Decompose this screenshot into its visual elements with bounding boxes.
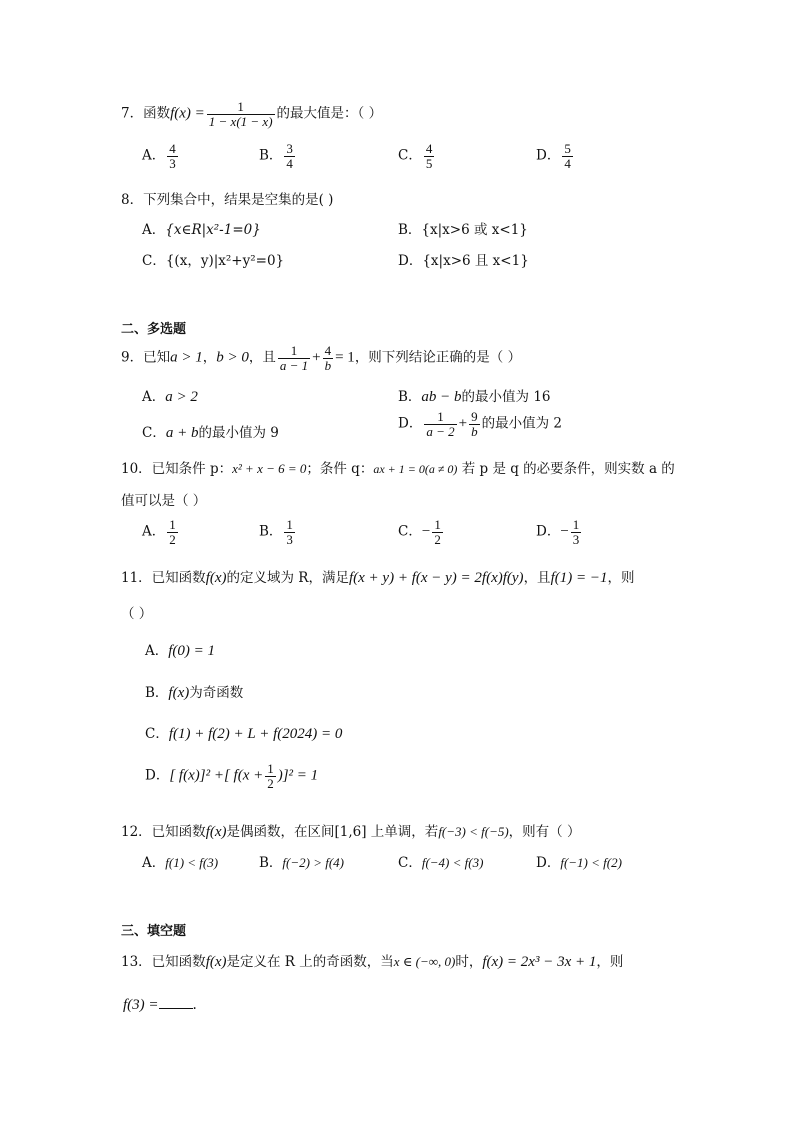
- q9-eq: = 1: [335, 349, 355, 366]
- q10-stem: [121, 457, 675, 477]
- frac-num: 1: [286, 517, 293, 532]
- option-label: D．: [536, 855, 561, 871]
- option-math: f(x): [168, 685, 190, 701]
- q11-d-frac: [265, 762, 276, 790]
- frac-num: 4: [324, 343, 332, 358]
- q13-fx: f(x): [205, 954, 227, 970]
- q13-cond: x ∈ (−∞, 0): [393, 954, 456, 969]
- q9-d-frac2: [469, 410, 480, 438]
- q10-option-d[interactable]: [536, 518, 583, 546]
- q8-option-a[interactable]: [142, 218, 261, 238]
- option-label: D．: [536, 523, 561, 540]
- option-label: D．: [145, 767, 170, 784]
- frac-den: 4: [286, 155, 293, 171]
- q13-answer-end: .: [192, 997, 197, 1013]
- frac-num: 1: [437, 409, 444, 424]
- q9-option-b[interactable]: [398, 385, 551, 406]
- q13-mid: 是定义在 R 上的奇函数，当: [226, 954, 394, 970]
- frac-den: 5: [425, 155, 433, 171]
- option-math: ab − b: [421, 389, 462, 405]
- option-math-left: [ f(x)]² +: [169, 767, 224, 784]
- frac-den: 4: [564, 155, 571, 171]
- option-math-open: [ f(x +: [223, 767, 264, 784]
- q13-lead: 13．已知函数: [121, 954, 206, 970]
- q9-plus: +: [312, 349, 321, 366]
- q10-p: x² + x − 6 = 0: [232, 461, 307, 476]
- option-math: f(−1) < f(2): [560, 855, 622, 870]
- q10-q: ax + 1 = 0(a ≠ 0): [373, 462, 458, 476]
- q11-fx: f(x): [205, 570, 227, 586]
- frac-den: 3: [169, 155, 176, 171]
- frac-num: 1: [572, 517, 580, 532]
- frac-num: 4: [425, 141, 433, 156]
- q12-cond: f(−3) < f(−5): [438, 824, 509, 839]
- q9-d-plus: +: [458, 415, 468, 432]
- q11-stem: [121, 566, 634, 587]
- option-math: f(1) < f(3): [165, 855, 219, 870]
- q11-option-d[interactable]: [145, 762, 318, 790]
- q7-b-frac: [284, 142, 295, 170]
- q10-c-frac: [432, 518, 443, 546]
- option-label: C．: [398, 855, 422, 871]
- option-label: A．: [142, 523, 166, 540]
- q8-stem: 8．下列集合中，结果是空集的是( ): [121, 192, 334, 208]
- option-label: B．: [259, 147, 283, 164]
- q8-option-d[interactable]: [398, 249, 529, 269]
- q8-option-b[interactable]: [398, 218, 528, 238]
- option-text: {x|x>6 或 x<1}: [421, 222, 528, 238]
- q12-option-a[interactable]: [142, 851, 218, 871]
- q7-frac-num: 1: [237, 99, 244, 114]
- option-text: 为奇函数: [189, 685, 244, 701]
- frac-num: 1: [434, 517, 441, 532]
- q13-tail: ，则: [596, 954, 624, 970]
- frac-den: 2: [169, 531, 176, 547]
- q9-d-frac1: [424, 410, 456, 438]
- q11-tail: ，则: [607, 570, 635, 586]
- q7-option-d[interactable]: [536, 142, 575, 170]
- option-text: {(x，y)|x²+y²=0}: [165, 253, 285, 269]
- option-label: B．: [259, 855, 283, 871]
- q11-option-a[interactable]: [145, 639, 215, 660]
- q9-option-c[interactable]: [142, 421, 279, 442]
- frac-den: 3: [572, 531, 580, 547]
- option-sign: −: [560, 523, 569, 540]
- q7-frac-den: 1 − x(1 − x): [208, 113, 273, 129]
- q9-tail: ，则下列结论正确的是（ ）: [354, 349, 522, 366]
- q9-option-d[interactable]: [398, 410, 562, 438]
- frac-num: 1: [267, 761, 274, 776]
- frac-den: a − 1: [279, 357, 309, 373]
- q10-lead: 10．已知条件 p：: [121, 461, 233, 477]
- option-math: f(−2) > f(4): [282, 855, 345, 870]
- q11-option-c[interactable]: [145, 722, 342, 743]
- option-label: A．: [142, 147, 166, 164]
- frac-num: 1: [169, 517, 176, 532]
- frac-num: 3: [286, 141, 293, 156]
- q11-stem-line2: （ ）: [121, 606, 153, 622]
- q10-d-frac: [571, 518, 582, 546]
- option-label: B．: [259, 523, 283, 540]
- q11-option-b[interactable]: [145, 681, 243, 702]
- q13-answer-lhs: f(3) =: [123, 997, 159, 1013]
- section-heading-multi: 二、多选题: [121, 322, 187, 337]
- q9-option-a[interactable]: [142, 385, 198, 406]
- q11-mid2: ，且: [523, 570, 551, 586]
- q10-tail: 若 p 是 q 的必要条件，则实数 a 的: [457, 461, 675, 477]
- option-math: f(0) = 1: [168, 643, 216, 659]
- q10-option-c[interactable]: [398, 518, 445, 546]
- option-label: A．: [142, 389, 166, 405]
- q9-stem: [121, 344, 521, 372]
- option-text: 的最小值为 2: [481, 415, 562, 432]
- q7-function: f(x) =: [170, 105, 205, 122]
- q11-mid: 的定义域为 R，满足: [226, 570, 349, 586]
- option-math: a > 2: [165, 389, 198, 405]
- option-text: {x∈R|x²-1=0}: [165, 222, 261, 238]
- q13-expr: f(x) = 2x³ − 3x + 1: [482, 954, 597, 970]
- section-heading-fill: 三、填空题: [121, 924, 187, 939]
- option-label: D．: [398, 415, 423, 432]
- q8-option-c[interactable]: [142, 249, 284, 269]
- q9-cond1: a > 1: [170, 349, 203, 366]
- frac-den: 2: [267, 775, 274, 791]
- option-label: A．: [142, 222, 166, 238]
- q12-option-d[interactable]: [536, 851, 622, 871]
- q7-option-b[interactable]: [259, 142, 297, 170]
- q11-equation: f(x + y) + f(x − y) = 2f(x)f(y): [348, 570, 524, 586]
- frac-num: 1: [290, 343, 298, 358]
- q13-answer-line: [123, 995, 197, 1014]
- q10-stem-line2: 值可以是（ ）: [121, 493, 207, 509]
- frac-num: 4: [169, 141, 176, 156]
- q9-sep2: ，且: [248, 349, 276, 366]
- q10-option-b[interactable]: [259, 518, 297, 546]
- frac-den: 2: [434, 531, 441, 547]
- option-label: B．: [398, 222, 422, 238]
- q7-d-frac: [562, 142, 573, 170]
- option-math: f(−4) < f(3): [421, 855, 484, 870]
- option-label: A．: [145, 643, 169, 659]
- q9-frac1: [278, 344, 310, 372]
- frac-num: 9: [471, 409, 478, 424]
- frac-den: b: [471, 423, 478, 439]
- q10-option-a[interactable]: [142, 518, 180, 546]
- q12-option-b[interactable]: [259, 851, 344, 871]
- q13-stem: [121, 950, 623, 971]
- option-math: a + b: [165, 425, 199, 441]
- option-label: C．: [142, 253, 166, 269]
- option-label: C．: [142, 425, 166, 441]
- q10-b-frac: [284, 518, 295, 546]
- q12-mid: 是偶函数，在区间[1,6] 上单调，若: [226, 824, 439, 840]
- option-math-close: )]² = 1: [277, 767, 319, 784]
- option-sign: −: [421, 523, 431, 540]
- q12-lead: 12．已知函数: [121, 824, 206, 840]
- q11-lead: 11．已知函数: [121, 570, 206, 586]
- q10-a-frac: [167, 518, 178, 546]
- option-text: 的最小值为 16: [461, 389, 551, 405]
- q12-fx: f(x): [205, 824, 227, 840]
- q12-tail: ，则有（ ）: [508, 824, 581, 840]
- option-label: D．: [536, 147, 561, 164]
- q7-option-a[interactable]: [142, 142, 180, 170]
- q13-mid2: 时，: [455, 954, 483, 970]
- q9-lead: 9．已知: [121, 349, 171, 366]
- option-label: C．: [398, 523, 422, 540]
- option-label: C．: [145, 726, 169, 742]
- q7-tail: 的最大值是：（ ）: [276, 105, 383, 122]
- option-text: 的最小值为 9: [198, 425, 279, 441]
- frac-den: b: [324, 357, 332, 373]
- q12-option-c[interactable]: [398, 851, 483, 871]
- option-label: B．: [398, 389, 422, 405]
- option-label: C．: [398, 147, 422, 164]
- q12-stem: [121, 820, 580, 841]
- q11-f1: f(1) = −1: [550, 570, 608, 586]
- option-label: D．: [398, 253, 423, 269]
- option-math: f(1) + f(2) + L + f(2024) = 0: [168, 726, 343, 742]
- frac-den: 3: [286, 531, 293, 547]
- q9-cond2: b > 0: [216, 349, 249, 366]
- frac-den: a − 2: [426, 423, 455, 439]
- q7-c-frac: [424, 142, 435, 170]
- option-text: {x|x>6 且 x<1}: [422, 253, 529, 269]
- q7-lead: 7．函数: [121, 105, 171, 122]
- frac-num: 5: [564, 141, 571, 156]
- q7-a-frac: [167, 142, 178, 170]
- q13-answer-blank[interactable]: [159, 995, 193, 1009]
- q7-option-c[interactable]: [398, 142, 436, 170]
- option-label: B．: [145, 685, 169, 701]
- q7-fraction: [207, 100, 275, 128]
- option-label: A．: [142, 855, 166, 871]
- q9-sep1: ，: [202, 349, 217, 366]
- q7-stem: [121, 100, 382, 128]
- q9-frac2: [323, 344, 334, 372]
- q10-mid: ；条件 q：: [306, 461, 374, 477]
